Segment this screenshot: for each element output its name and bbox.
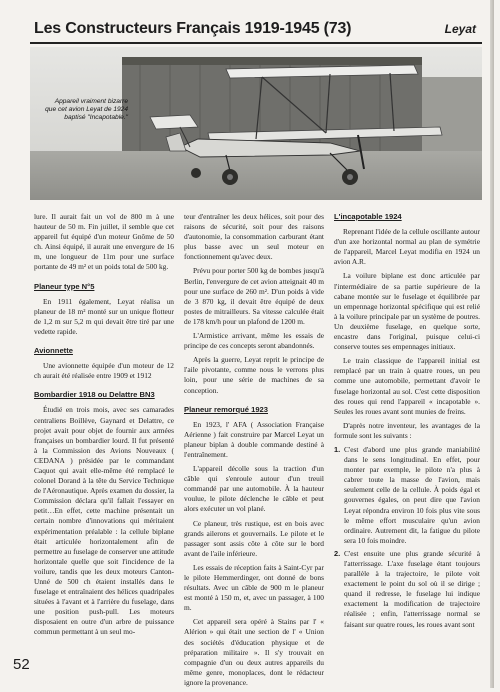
section-heading: Planeur remorqué 1923 [184, 404, 268, 414]
paragraph: Une avionnette équipée d'un moteur de 12 ch aurait été réalisée entre 1909 et 1912 [34, 361, 174, 381]
list-text: C'est ensuite une plus grande sécurité à l'atterrissage. L'axe fuselage étant toujours parallèle à la trajectoire, le pilote voit exactement le point du sol où il se dirige ; quand il redresse, le fuselage lui indique exactement la modification de trajectoire réalisée ; enfin, l'atterrissage normal se faisant sur quatre roues, les roues avant sont [344, 548, 480, 629]
paragraph: Reprenant l'idée de la cellule oscillante autour d'un axe horizontal normal au plan de symétrie de l'appareil, Marcel Leyat modifia en 1924 un avion A.R. [334, 227, 480, 267]
photo-caption [32, 98, 128, 123]
page-edge-shadow [490, 0, 494, 688]
section-heading: Avionnette [34, 346, 73, 356]
section-heading: Bombardier 1918 ou Delattre BN3 [34, 390, 155, 400]
column-1 [34, 212, 174, 642]
photo-caption-line: Appareil vraiment bizarre [54, 98, 128, 105]
section-heading: L'incapotable 1924 [334, 212, 402, 221]
section-heading: Planeur type N°5 [34, 281, 95, 291]
photo-caption-line: baptisé "Incapotable." [64, 114, 128, 122]
paragraph: Cet appareil sera opéré à Stains par l' « Alérion » qui était une section de l' « Union des sociétés d'éducation physique et de préparation militaire ». Il s'y trouvait en compagnie d'un ou deux autres appareils du même genre, monoplaces, dont le rédacteur ignore la provenance. [184, 617, 324, 687]
list-number: 1. [334, 444, 341, 454]
header-subject: Leyat [444, 22, 476, 36]
photo-caption-line: que cet avion Leyat de 1924 [45, 106, 128, 114]
paragraph: La voilure biplane est donc articulée par l'intermédiaire de sa partie supérieure de la cabane montée sur le fuselage et équilibrée par un empennage horizontal spécifique qui est relié à la voilure principale par un système de poutres. Un deuxième fuselage, en quelque sorte, encastre dans l'original, puisque celui-ci conserve toutes ses empennages initiaux. [334, 271, 480, 352]
paragraph: L'appareil décolle sous la traction d'un câble qui s'enroule autour d'un treuil commandé par une automobile. À la hauteur voulue, le pilote déclenche le câble et peut alors exécuter un vol plané. [184, 464, 324, 514]
list-number: 2. [334, 548, 341, 558]
paragraph: Étudié en trois mois, avec ses camarades centraliens Boillève, Gaynard et Delattre, ce projet avait pour objet de fournir aux armées françaises un bombardier lourd. Il fut présenté à la Commission des Avions Nouveaux ( CEDANA ) présidée par le commandant Caquot qui avait elle-même été remplacé le colonel Dorand à la tête du Service Technique de l'Aéronautique. Après examen du dossier, la Commission déclara qu'il fallait l'essayer en petit…En effet, cette machine présentait un certain nombre d'innovations qui méritaient expérimentation préalable : la cellule biplane était articulée horizontalement afin de permettre au fuselage de conserver une attitude horizontale quelle que soit l'incidence de la voilure, tandis que les deux moteurs Canton-Unné de 500 ch étaient installés dans le fuselage et entraînaient des hélices quadripales situées à l'avant et à l'arrière du fuselage, dans une position push-pull. Les moteurs disposaient en outre d'un arbre de puissance commun permettant à un seul mo- [34, 405, 174, 637]
column-3 [334, 212, 480, 633]
article-body [34, 212, 480, 687]
paragraph: Les essais de réception faits à Saint-Cyr par le pilote Hemmerdinger, ont donné de bons résultats. Avec un câble de 900 m le planeur est monté à 150 m, et, avec un passager, à 100 m. [184, 562, 324, 613]
paragraph: D'après notre inventeur, les avantages de la formule sont les suivants : [334, 420, 480, 440]
aircraft-photo-drawing [30, 47, 482, 200]
paragraph: Le train classique de l'appareil initial est remplacé par un train à quatre roues, un peu comme une automobile, permettant d'avoir le fuselage horizontal au sol. C'est cette disposition des roues qui rend l'appareil « incapotable ». Seules les roues avant sont munies de freins. [334, 356, 480, 416]
column-2 [184, 212, 324, 692]
list-item [334, 445, 480, 546]
paragraph: En 1923, l' AFA ( Association Française Aérienne ) fait construire par Marcel Leyat un planeur biplan à double commande destiné à l'entraînement. [184, 419, 324, 459]
paragraph: En 1911 également, Leyat réalisa un planeur de 18 m² monté sur un unique flotteur de 1,2 m sur 5,2 m qui devait être tiré par une vedette rapide. [34, 296, 174, 336]
paragraph: lure. Il aurait fait un vol de 800 m à une hauteur de 50 m. Fin juillet, il semble que cet appareil fut équipé d'un moteur Gnôme de 50 ch. Ainsi équipé, il aurait une envergure de 16 m, une longueur de 11m pour une surface portante de 49 m² et un poids total de 500 kg. [34, 212, 174, 272]
paragraph: Ce planeur, très rustique, est en bois avec grands ailerons et gouvernails. Le pilote et le passager sont assis côte à côte sur le bord avant de l'aile inférieure. [184, 518, 324, 558]
paragraph: L'Armistice arrivant, même les essais de principe de ces concepts seront abandonnés. [184, 331, 324, 351]
page-header [30, 20, 482, 44]
page-title: Les Constructeurs Français 1919-1945 (73) [34, 20, 352, 37]
page-number: 52 [13, 656, 30, 673]
list-text: C'est d'abord une plus grande maniabilité dans le sens longitudinal. En effet, pour monter par exemple, le pilote n'a plus à cabrer toute la masse de l'avion, mais seulement celle de la cellule. À poids égal et gouvernes égales, on peut dire que l'avion Leyat répondra environ 10 fois plus vite sous le même effort musculaire qu'un avion ordinaire. Autrement dit, la fatigue du pilote sera 10 fois moindre. [344, 444, 480, 545]
paragraph: Prévu pour porter 500 kg de bombes jusqu'à Berlin, l'envergure de cet avion atteignait 40 m pour une surface de 260 m². D'un poids à vide de 3 870 kg, il devait être équipé de deux postes de mitrailleurs. Sa vitesse calculée était de 178 km/h pour un plafond de 1200 m. [184, 266, 324, 326]
paragraph: teur d'entraîner les deux hélices, soit pour des raisons de sécurité, soit pour des raisons d'autonomie, la consommation carburant étant plus basse avec un seul moteur en fonctionnement qu'avec deux. [184, 212, 324, 262]
paragraph: Après la guerre, Leyat reprit le principe de l'aile pivotante, comme nous le verrons plus loin, pour une série de machines de sa conception. [184, 355, 324, 395]
list-item [334, 549, 480, 630]
aircraft-photo [30, 47, 482, 200]
